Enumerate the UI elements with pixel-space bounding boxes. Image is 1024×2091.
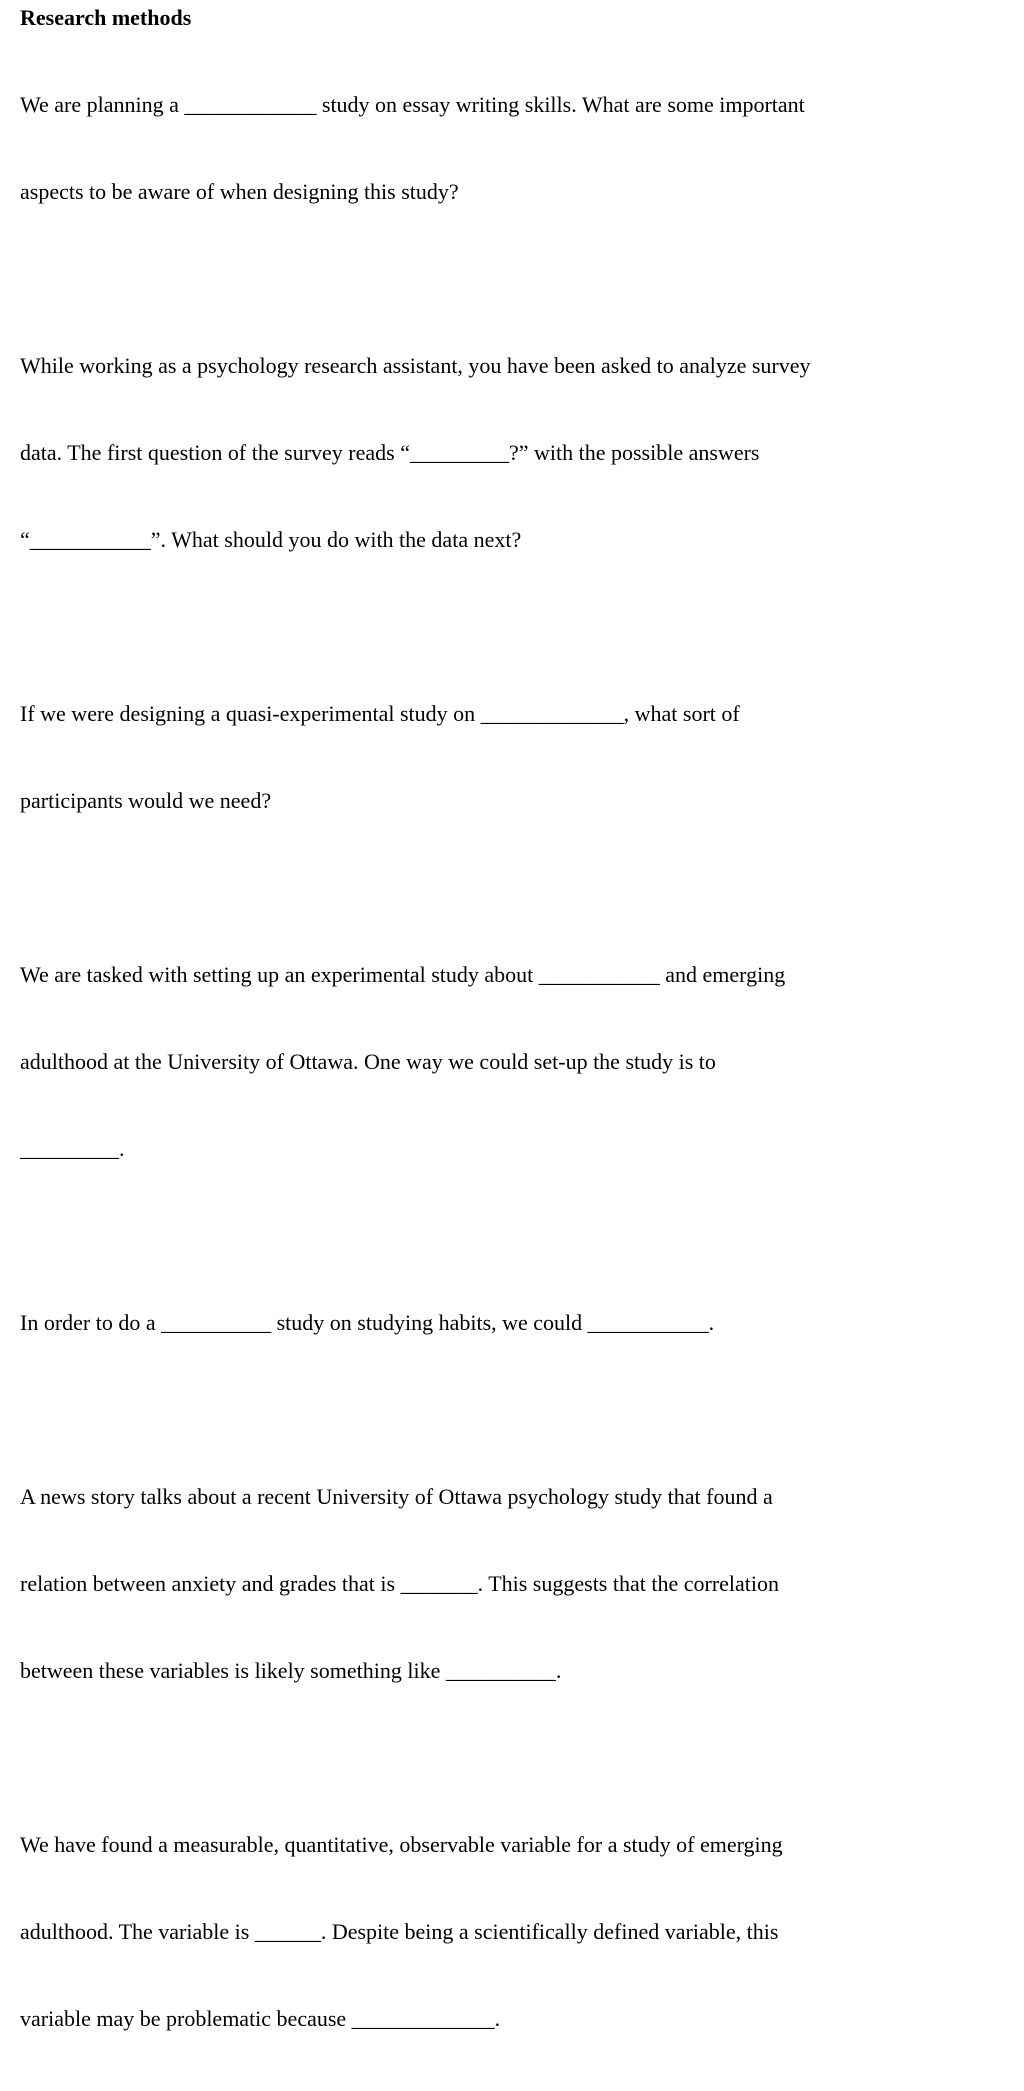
question-2 [20,293,1000,612]
question-3 [20,641,1000,873]
document-title: Research methods [20,5,192,30]
question-line: We are tasked with setting up an experimental study about ___________ and emerging [20,962,786,987]
question-line: If we were designing a quasi-experimental study on _____________, what sort of [20,701,740,726]
question-line: In order to do a __________ study on studying habits, we could ___________. [20,1310,715,1335]
question-line: participants would we need? [20,788,272,813]
question-line: variable may be problematic because _____________. [20,2006,501,2031]
question-7 [20,1772,1000,2091]
question-line: aspects to be aware of when designing this study? [20,179,459,204]
question-line: adulthood. The variable is ______. Despite being a scientifically defined variable, this [20,1919,779,1944]
question-5 [20,1250,1000,1395]
question-line: We have found a measurable, quantitative, observable variable for a study of emerging [20,1832,783,1857]
question-line: between these variables is likely something like __________. [20,1658,562,1683]
question-4 [20,902,1000,1221]
question-1 [20,32,1000,264]
question-line: _________. [20,1136,125,1161]
question-line: relation between anxiety and grades that is _______. This suggests that the correlation [20,1571,780,1596]
question-6 [20,1424,1000,1743]
question-line: We are planning a ____________ study on essay writing skills. What are some important [20,92,805,117]
question-line: While working as a psychology research assistant, you have been asked to analyze survey [20,353,811,378]
question-line: A news story talks about a recent University of Ottawa psychology study that found a [20,1484,773,1509]
question-line: adulthood at the University of Ottawa. One way we could set-up the study is to [20,1049,716,1074]
question-line: “___________”. What should you do with the data next? [20,527,522,552]
question-line: data. The first question of the survey reads “_________?” with the possible answers [20,440,760,465]
